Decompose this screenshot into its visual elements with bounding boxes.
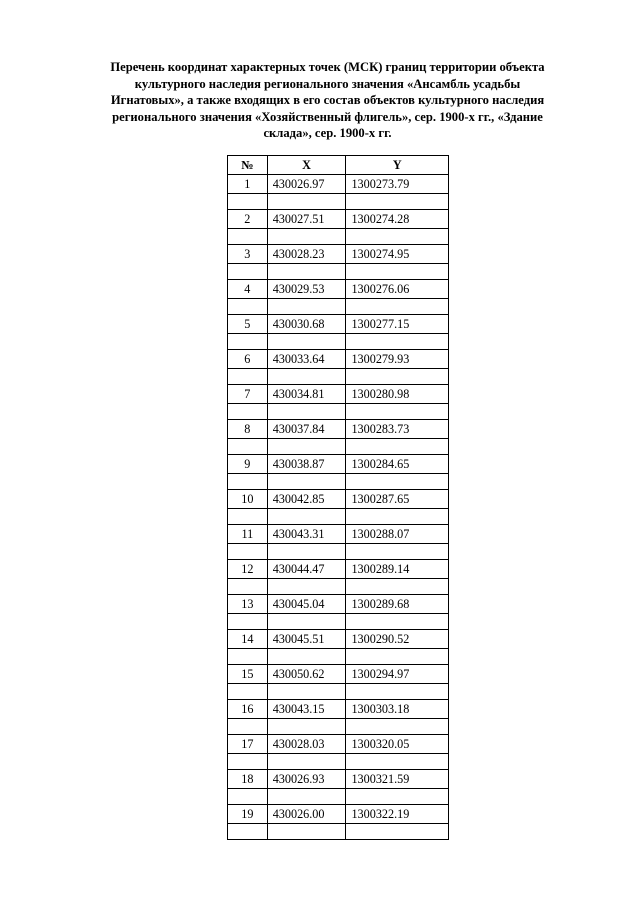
empty-cell [267,579,346,595]
point-number-cell: 12 [228,560,268,579]
table-row [228,490,449,509]
empty-cell [228,544,268,560]
table-row [228,770,449,789]
empty-cell [267,719,346,735]
table-spacer-row [228,509,449,525]
empty-cell [346,509,449,525]
point-number-cell: 6 [228,350,268,369]
empty-cell [228,299,268,315]
table-row [228,420,449,439]
table-row [228,630,449,649]
point-number-cell: 11 [228,525,268,544]
empty-cell [346,334,449,350]
empty-cell [228,404,268,420]
y-coordinate-cell: 1300294.97 [346,665,449,684]
table-spacer-row [228,439,449,455]
point-number-cell: 5 [228,315,268,334]
empty-cell [267,474,346,490]
x-coordinate-cell: 430028.23 [267,245,346,264]
y-coordinate-cell: 1300283.73 [346,420,449,439]
empty-cell [228,264,268,280]
table-row [228,665,449,684]
header-number: № [228,156,268,175]
title-line: регионального значения «Хозяйственный флигель», сер. 1900-х гг., «Здание [112,109,543,124]
empty-cell [267,299,346,315]
table-spacer-row [228,404,449,420]
point-number-cell: 16 [228,700,268,719]
empty-cell [228,334,268,350]
empty-cell [267,439,346,455]
point-number-cell: 7 [228,385,268,404]
y-coordinate-cell: 1300320.05 [346,735,449,754]
y-coordinate-cell: 1300288.07 [346,525,449,544]
point-number-cell: 10 [228,490,268,509]
y-coordinate-cell: 1300274.28 [346,210,449,229]
table-header-row [228,156,449,175]
y-coordinate-cell: 1300289.68 [346,595,449,614]
x-coordinate-cell: 430050.62 [267,665,346,684]
empty-cell [346,474,449,490]
table-row [228,280,449,299]
x-coordinate-cell: 430029.53 [267,280,346,299]
empty-cell [346,194,449,210]
table-spacer-row [228,334,449,350]
table-spacer-row [228,299,449,315]
empty-cell [267,544,346,560]
empty-cell [267,754,346,770]
empty-cell [346,824,449,840]
empty-cell [228,229,268,245]
empty-cell [228,439,268,455]
point-number-cell: 8 [228,420,268,439]
x-coordinate-cell: 430042.85 [267,490,346,509]
empty-cell [267,649,346,665]
header-y: Y [346,156,449,175]
y-coordinate-cell: 1300284.65 [346,455,449,474]
empty-cell [228,649,268,665]
empty-cell [346,719,449,735]
empty-cell [346,439,449,455]
empty-cell [346,369,449,385]
header-x: X [267,156,346,175]
x-coordinate-cell: 430028.03 [267,735,346,754]
table-spacer-row [228,649,449,665]
empty-cell [267,509,346,525]
table-spacer-row [228,264,449,280]
point-number-cell: 13 [228,595,268,614]
empty-cell [228,754,268,770]
y-coordinate-cell: 1300290.52 [346,630,449,649]
empty-cell [346,544,449,560]
y-coordinate-cell: 1300273.79 [346,175,449,194]
table-row [228,595,449,614]
document-title [70,59,585,142]
empty-cell [228,614,268,630]
x-coordinate-cell: 430037.84 [267,420,346,439]
y-coordinate-cell: 1300274.95 [346,245,449,264]
y-coordinate-cell: 1300280.98 [346,385,449,404]
table-row [228,455,449,474]
x-coordinate-cell: 430030.68 [267,315,346,334]
empty-cell [346,614,449,630]
empty-cell [228,824,268,840]
y-coordinate-cell: 1300321.59 [346,770,449,789]
title-line: Перечень координат характерных точек (МСК) границ территории объекта [110,60,545,74]
table-row [228,700,449,719]
title-line: склада», сер. 1900-х гг. [263,126,392,140]
point-number-cell: 18 [228,770,268,789]
point-number-cell: 2 [228,210,268,229]
point-number-cell: 14 [228,630,268,649]
table-spacer-row [228,824,449,840]
point-number-cell: 1 [228,175,268,194]
point-number-cell: 4 [228,280,268,299]
point-number-cell: 15 [228,665,268,684]
point-number-cell: 3 [228,245,268,264]
table-spacer-row [228,719,449,735]
x-coordinate-cell: 430044.47 [267,560,346,579]
coordinates-table [227,155,449,840]
table-row [228,175,449,194]
empty-cell [346,579,449,595]
table-row [228,805,449,824]
empty-cell [346,229,449,245]
y-coordinate-cell: 1300279.93 [346,350,449,369]
table-spacer-row [228,579,449,595]
empty-cell [267,684,346,700]
title-line: культурного наследия регионального значения «Ансамбль усадьбы [134,76,521,91]
x-coordinate-cell: 430038.87 [267,455,346,474]
empty-cell [267,369,346,385]
empty-cell [267,789,346,805]
empty-cell [346,754,449,770]
empty-cell [267,264,346,280]
empty-cell [267,229,346,245]
x-coordinate-cell: 430033.64 [267,350,346,369]
empty-cell [267,614,346,630]
y-coordinate-cell: 1300276.06 [346,280,449,299]
empty-cell [228,579,268,595]
table-spacer-row [228,754,449,770]
table-row [228,315,449,334]
empty-cell [267,194,346,210]
empty-cell [228,474,268,490]
empty-cell [346,649,449,665]
empty-cell [228,369,268,385]
table-row [228,735,449,754]
empty-cell [346,264,449,280]
table-row [228,525,449,544]
table-spacer-row [228,369,449,385]
empty-cell [346,299,449,315]
y-coordinate-cell: 1300277.15 [346,315,449,334]
x-coordinate-cell: 430045.04 [267,595,346,614]
table-body [228,175,449,840]
x-coordinate-cell: 430027.51 [267,210,346,229]
x-coordinate-cell: 430026.97 [267,175,346,194]
table-row [228,385,449,404]
x-coordinate-cell: 430026.93 [267,770,346,789]
empty-cell [228,194,268,210]
table-spacer-row [228,194,449,210]
table-row [228,245,449,264]
y-coordinate-cell: 1300322.19 [346,805,449,824]
empty-cell [228,789,268,805]
table-spacer-row [228,614,449,630]
table-spacer-row [228,789,449,805]
x-coordinate-cell: 430026.00 [267,805,346,824]
empty-cell [346,684,449,700]
empty-cell [267,334,346,350]
x-coordinate-cell: 430043.31 [267,525,346,544]
table-row [228,210,449,229]
title-line: Игнатовых», а также входящих в его состав объектов культурного наследия [110,93,545,107]
empty-cell [346,404,449,420]
x-coordinate-cell: 430045.51 [267,630,346,649]
empty-cell [228,719,268,735]
table-spacer-row [228,544,449,560]
empty-cell [267,824,346,840]
point-number-cell: 17 [228,735,268,754]
y-coordinate-cell: 1300287.65 [346,490,449,509]
empty-cell [346,789,449,805]
table-spacer-row [228,474,449,490]
y-coordinate-cell: 1300303.18 [346,700,449,719]
point-number-cell: 19 [228,805,268,824]
table-row [228,560,449,579]
y-coordinate-cell: 1300289.14 [346,560,449,579]
empty-cell [228,509,268,525]
x-coordinate-cell: 430034.81 [267,385,346,404]
table-spacer-row [228,229,449,245]
x-coordinate-cell: 430043.15 [267,700,346,719]
table-spacer-row [228,684,449,700]
empty-cell [267,404,346,420]
point-number-cell: 9 [228,455,268,474]
empty-cell [228,684,268,700]
table-row [228,350,449,369]
